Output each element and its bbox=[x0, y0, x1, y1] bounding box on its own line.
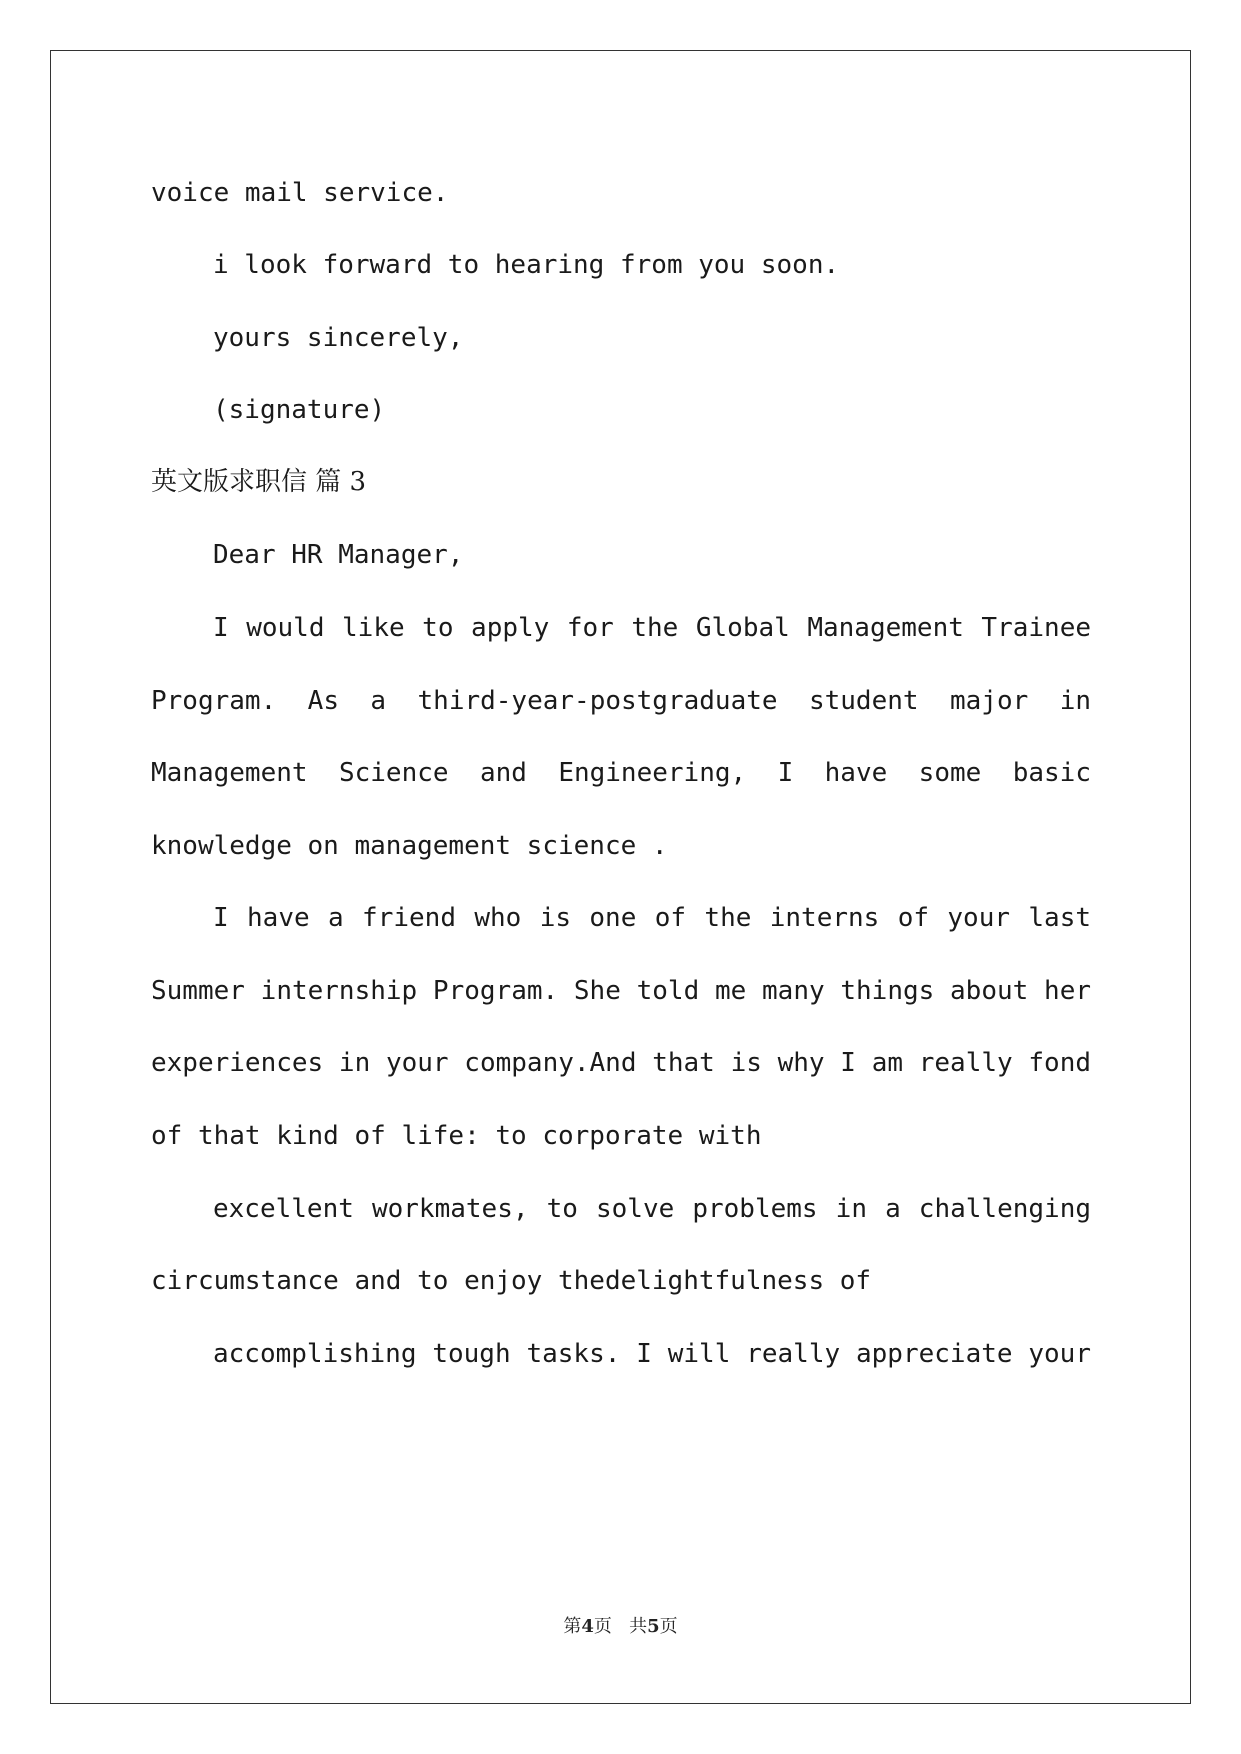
text-line: excellent workmates, to solve problems in a challenging bbox=[213, 1194, 1091, 1224]
text-line: knowledge on management science . bbox=[151, 831, 668, 861]
footer-suffix: 页 bbox=[659, 1616, 678, 1637]
text-line: yours sincerely, bbox=[213, 323, 464, 353]
text-line: accomplishing tough tasks. I will really appreciate your bbox=[213, 1339, 1091, 1369]
page-border bbox=[50, 50, 1191, 1704]
text-line: Summer internship Program. She told me many things about her bbox=[151, 976, 1091, 1006]
text-line: i look forward to hearing from you soon. bbox=[213, 250, 840, 280]
text-line: Dear HR Manager, bbox=[213, 540, 464, 570]
total-page-count: 5 bbox=[647, 1616, 660, 1637]
text-line: (signature) bbox=[213, 395, 386, 425]
text-line: Program. As a third-year-postgraduate student major in bbox=[151, 686, 1091, 716]
text-line: of that kind of life: to corporate with bbox=[151, 1121, 762, 1151]
text-line: circumstance and to enjoy thedelightfulness of bbox=[151, 1266, 872, 1296]
text-line: voice mail service. bbox=[151, 178, 449, 208]
text-line: experiences in your company.And that is why I am really fond bbox=[151, 1048, 1091, 1078]
current-page-number: 4 bbox=[581, 1616, 594, 1637]
page-footer bbox=[0, 1612, 1241, 1638]
text-line: Management Science and Engineering, I have some basic bbox=[151, 758, 1091, 788]
text-line: I have a friend who is one of the interns of your last bbox=[213, 903, 1091, 933]
text-line: I would like to apply for the Global Management Trainee bbox=[213, 613, 1091, 643]
section-heading: 英文版求职信 篇 3 bbox=[151, 467, 367, 497]
footer-mid: 页 共 bbox=[593, 1616, 648, 1637]
footer-prefix: 第 bbox=[563, 1616, 582, 1637]
